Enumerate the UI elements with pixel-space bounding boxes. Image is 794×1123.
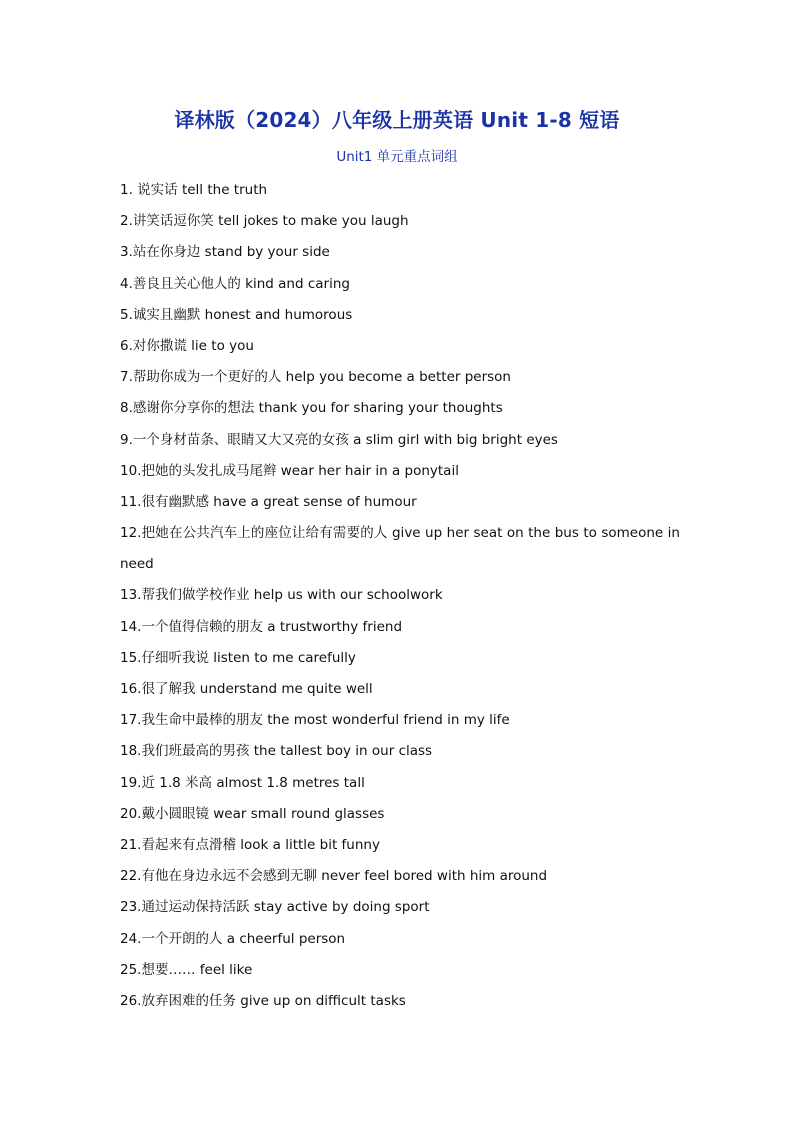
- phrase-item: 14.一个值得信赖的朋友 a trustworthy friend: [120, 618, 403, 635]
- phrase-item: 2.讲笑话逗你笑 tell jokes to make you laugh: [120, 213, 409, 230]
- document-title: 译林版（2024）八年级上册英语 Unit 1-8 短语: [174, 108, 620, 132]
- phrase-item: 9.一个身材苗条、眼睛又大又亮的女孩 a slim girl with big bright eyes: [120, 431, 558, 448]
- phrase-item: 21.看起来有点滑稽 look a little bit funny: [120, 836, 380, 853]
- phrase-item: 18.我们班最高的男孩 the tallest boy in our class: [120, 743, 433, 760]
- phrase-item: 17.我生命中最棒的朋友 the most wonderful friend in my life: [120, 712, 510, 729]
- phrase-item: 23.通过运动保持活跃 stay active by doing sport: [120, 899, 430, 916]
- phrase-item: 26.放弃困难的任务 give up on difficult tasks: [120, 992, 406, 1009]
- phrase-item: 1. 说实话 tell the truth: [120, 182, 268, 198]
- phrase-item: 11.很有幽默感 have a great sense of humour: [120, 493, 417, 510]
- phrase-item: 12.把她在公共汽车上的座位让给有需要的人 give up her seat on the bus to someone in need: [120, 525, 680, 573]
- phrase-item: 5.诚实且幽默 honest and humorous: [120, 306, 353, 323]
- phrase-item: 16.很了解我 understand me quite well: [120, 681, 373, 698]
- phrase-item: 19.近 1.8 米高 almost 1.8 metres tall: [120, 774, 365, 791]
- phrase-item: 24.一个开朗的人 a cheerful person: [120, 930, 346, 947]
- phrase-item: 3.站在你身边 stand by your side: [120, 244, 330, 261]
- phrase-item: 20.戴小圆眼镜 wear small round glasses: [120, 805, 385, 822]
- phrase-list: [120, 175, 680, 1017]
- phrase-item: 13.帮我们做学校作业 help us with our schoolwork: [120, 587, 443, 604]
- phrase-item: 6.对你撒谎 lie to you: [120, 337, 254, 354]
- phrase-item: 4.善良且关心他人的 kind and caring: [120, 275, 350, 292]
- phrase-item: 22.有他在身边永远不会感到无聊 never feel bored with him around: [120, 868, 548, 885]
- phrase-item: 7.帮助你成为一个更好的人 help you become a better person: [120, 369, 511, 386]
- phrase-item: 8.感谢你分享你的想法 thank you for sharing your thoughts: [120, 400, 503, 417]
- phrase-item: 25.想要…… feel like: [120, 961, 253, 978]
- phrase-item: 15.仔细听我说 listen to me carefully: [120, 649, 356, 666]
- phrase-item: 10.把她的头发扎成马尾辫 wear her hair in a ponytail: [120, 462, 459, 479]
- unit-subtitle: Unit1 单元重点词组: [336, 149, 458, 165]
